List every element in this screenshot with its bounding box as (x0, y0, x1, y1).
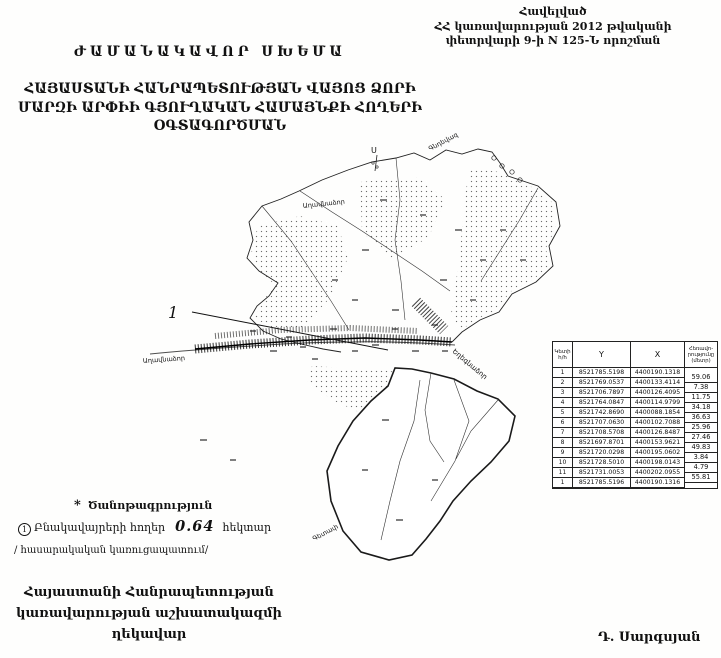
table-row: 1 8521785.5196 4400190.1316 (553, 478, 717, 488)
document-title: ԺԱՄԱՆԱԿԱՎՈՐ ՍԽԵՄԱ (73, 44, 347, 60)
subtitle-line-3: ՕԳՏԱԳՈՐԾՄԱՆ (153, 118, 287, 134)
label-getap: Գետափ (311, 522, 340, 543)
distance-value: 25.96 (685, 423, 717, 433)
legend-area-value: 0.64 (175, 518, 215, 535)
label-yeghegnadzor: Եղեգնաձոր (450, 347, 489, 382)
asterisk-icon: * (74, 498, 81, 513)
table-row: 4 8521764.0847 4400114.9799 (553, 398, 717, 408)
coordinates-table (552, 341, 718, 489)
legend-item-residential (18, 518, 271, 536)
header-y: Y (573, 342, 631, 367)
distance-value: 55.81 (685, 473, 717, 483)
distance-value: 3.84 (685, 453, 717, 463)
note-heading (74, 498, 212, 513)
signatory-line-3: ղեկավար (111, 627, 187, 642)
appendix-line-1: Հավելված (519, 5, 587, 18)
distance-value: 59.06 (685, 373, 717, 383)
callout-number: 1 (168, 303, 179, 322)
header-distance: Հեռավո- րությունը (մետր) (687, 345, 715, 364)
label-aghavnadzor-2: Աղավնաձոր (142, 354, 186, 365)
note-heading-text: Ծանոթագրություն (87, 499, 213, 512)
table-row: 9 8521720.0298 4400195.0602 (553, 448, 717, 458)
legend-area-unit: հեկտար (222, 521, 272, 534)
table-row: 2 8521769.0537 4400133.4114 (553, 378, 717, 388)
distance-column (685, 373, 717, 483)
distance-value: 49.83 (685, 443, 717, 453)
document-subtitle (0, 80, 440, 136)
distance-value: 4.79 (685, 463, 717, 473)
signatory-line-2: կառավարության աշխատակազմի (16, 606, 282, 621)
table-row: 10 8521728.5010 4400198.0143 (553, 458, 717, 468)
label-aghavnadzor-1: Աղավնաձոր (302, 197, 346, 210)
distance-value: 36.63 (685, 413, 717, 423)
circled-one-icon: 1 (18, 523, 31, 536)
table-body (553, 368, 717, 488)
signatory-line-1: Հայաստանի Հանրապետության (24, 585, 274, 600)
appendix-line-3: փետրվարի 9-ի N 125-Ն որոշման (445, 34, 661, 47)
distance-value: 7.38 (685, 383, 717, 393)
legend-item-text: Բնակավայրերի հողեր (34, 521, 166, 534)
distance-value: 11.75 (685, 393, 717, 403)
table-row: 5 8521742.8690 4400088.1854 (553, 408, 717, 418)
table-row: 7 8521708.5708 4400126.8487 (553, 428, 717, 438)
table-row: 11 8521731.0053 4400202.0955 (553, 468, 717, 478)
header-point: Կետի հ/հ (553, 342, 573, 367)
appendix-line-2: ՀՀ կառավարության 2012 թվականի (434, 19, 672, 33)
table-row: 8 8521697.8701 4400153.9621 (553, 438, 717, 448)
label-gndevaz: Գնդեվազ (427, 133, 460, 153)
signatory-name: Դ. Սարգսյան (598, 630, 701, 645)
subtitle-line-2: ՄԱՐԶԻ ԱՐՓԻԻ ԳՅՈՒՂԱԿԱՆ ՀԱՄԱՅՆՔԻ ՀՈՂԵՐԻ (18, 99, 422, 116)
legend-item-subnote: / հասարակական կառուցապատում/ (14, 545, 209, 556)
table-row: 3 8521706.7897 4400126.4095 (553, 388, 717, 398)
appendix-reference (388, 5, 718, 49)
distance-value: 27.46 (685, 433, 717, 443)
distance-value: 34.18 (685, 403, 717, 413)
signatory-title-block (4, 582, 294, 645)
north-indicator (371, 146, 378, 171)
table-header-row (553, 342, 717, 368)
table-row: 1 8521785.5198 4400190.1318 (553, 368, 717, 378)
subtitle-line-1: ՀԱՅԱՍՏԱՆԻ ՀԱՆՐԱՊԵՏՈՒԹՅԱՆ ՎԱՅՈՑ ՁՈՐԻ (24, 81, 416, 97)
header-x: X (631, 342, 685, 367)
table-row: 6 8521707.0630 4400102.7088 (553, 418, 717, 428)
north-letter: Ս (371, 146, 377, 155)
